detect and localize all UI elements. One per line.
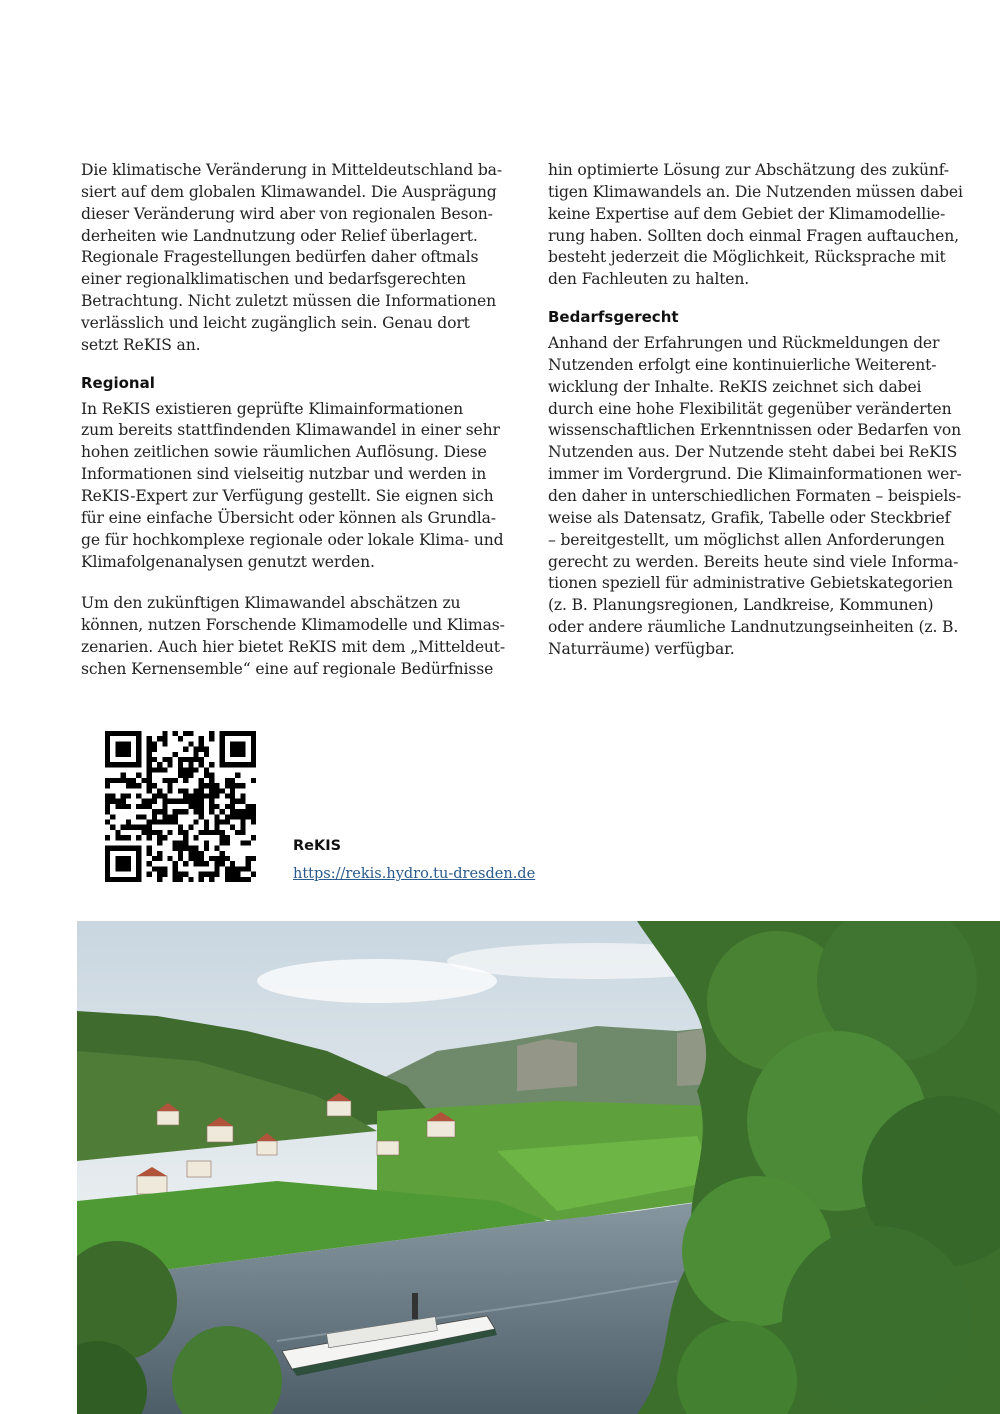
text-line: können, nutzen Forschende Klimamodelle und Klimas-: [81, 616, 505, 635]
text-line: oder andere räumliche Landnutzungseinheiten (z. B.: [548, 618, 959, 637]
text-line: ReKIS-Expert zur Verfügung gestellt. Sie eignen sich: [81, 486, 494, 505]
text-line: Klimafolgenanalysen genutzt werden.: [81, 552, 375, 571]
text-line: Informationen sind vielseitig nutzbar und werden in: [81, 465, 487, 484]
future-paragraph: [81, 593, 506, 680]
text-line: tigen Klimawandels an. Die Nutzenden müssen dabei: [548, 182, 963, 201]
text-line: hin optimierte Lösung zur Abschätzung des zukünf-: [548, 161, 949, 179]
text-line: schen Kernensemble“ eine auf regionale Bedürfnisse: [81, 659, 494, 678]
text-line: ge für hochkomplexe regionale oder lokale Klima- und: [81, 530, 504, 549]
text-line: Naturräume) verfügbar.: [548, 639, 735, 658]
text-line: gerecht zu werden. Bereits heute sind viele Informa-: [548, 552, 959, 571]
text-line: Regionale Fragestellungen bedürfen daher oftmals: [81, 248, 479, 267]
text-line: weise als Datensatz, Grafik, Tabelle oder Steckbrief: [548, 508, 951, 527]
text-line: wissenschaftlichen Erkenntnissen oder Bedarfen von: [548, 421, 962, 440]
text-line: Nutzenden aus. Der Nutzende steht dabei bei ReKIS: [548, 443, 958, 462]
regional-paragraph: [81, 399, 506, 574]
left-column: [81, 160, 506, 681]
bedarfsgerecht-heading: Bedarfsgerecht: [548, 308, 679, 327]
text-line: einer regionalklimatischen und bedarfsgerechten: [81, 270, 466, 289]
text-line: für eine einfache Übersicht oder können als Grundla-: [81, 508, 496, 527]
continued-paragraph: [548, 160, 968, 291]
text-line: wicklung der Inhalte. ReKIS zeichnet sich dabei: [548, 377, 922, 396]
text-line: Nutzenden erfolgt eine kontinuierliche Weiterent-: [548, 355, 937, 374]
text-line: durch eine hohe Flexibilität gegenüber veränderten: [548, 399, 952, 418]
text-line: besteht jederzeit die Möglichkeit, Rücksprache mit: [548, 248, 946, 267]
text-line: Anhand der Erfahrungen und Rückmeldungen der: [548, 334, 940, 353]
text-line: setzt ReKIS an.: [81, 335, 201, 354]
bedarfsgerecht-paragraph: [548, 333, 968, 661]
text-line: (z. B. Planungsregionen, Landkreise, Kommunen): [548, 596, 934, 615]
landscape-photo: [77, 921, 1000, 1414]
regional-heading: Regional: [81, 373, 155, 392]
qr-label: ReKIS: [293, 838, 342, 854]
text-line: Die klimatische Veränderung in Mitteldeutschland ba-: [81, 161, 502, 179]
text-line: verlässlich und leicht zugänglich sein. Genau dort: [81, 313, 470, 332]
intro-paragraph: [81, 160, 506, 357]
text-line: tionen speziell für administrative Gebietskategorien: [548, 574, 953, 593]
text-line: immer im Vordergrund. Die Klimainformationen wer-: [548, 465, 962, 484]
rekis-link[interactable]: https://rekis.hydro.tu-dresden.de: [293, 866, 536, 882]
text-line: den daher in unterschiedlichen Formaten – beispiels-: [548, 486, 962, 505]
right-column: [548, 160, 968, 661]
qr-code-icon[interactable]: [105, 731, 256, 882]
text-line: dieser Veränderung wird aber von regionalen Beson-: [81, 204, 493, 223]
text-line: – bereitgestellt, um möglichst allen Anforderungen: [548, 530, 945, 549]
text-line: derheiten wie Landnutzung oder Relief überlagert.: [81, 226, 478, 245]
text-line: siert auf dem globalen Klimawandel. Die Ausprägung: [81, 182, 497, 201]
text-line: rung haben. Sollten doch einmal Fragen auftauchen,: [548, 226, 959, 245]
text-line: hohen zeitlichen sowie räumlichen Auflösung. Diese: [81, 443, 487, 462]
text-line: Um den zukünftigen Klimawandel abschätzen zu: [81, 594, 461, 613]
text-line: zenarien. Auch hier bietet ReKIS mit dem „Mitteldeut-: [81, 638, 506, 657]
text-line: In ReKIS existieren geprüfte Klimainformationen: [81, 399, 464, 418]
text-line: Betrachtung. Nicht zuletzt müssen die Informationen: [81, 292, 496, 311]
text-line: zum bereits stattfindenden Klimawandel in einer sehr: [81, 421, 500, 440]
text-line: keine Expertise auf dem Gebiet der Klimamodellie-: [548, 204, 946, 223]
landscape-photo-icon: [77, 921, 1000, 1414]
text-line: den Fachleuten zu halten.: [548, 270, 750, 289]
